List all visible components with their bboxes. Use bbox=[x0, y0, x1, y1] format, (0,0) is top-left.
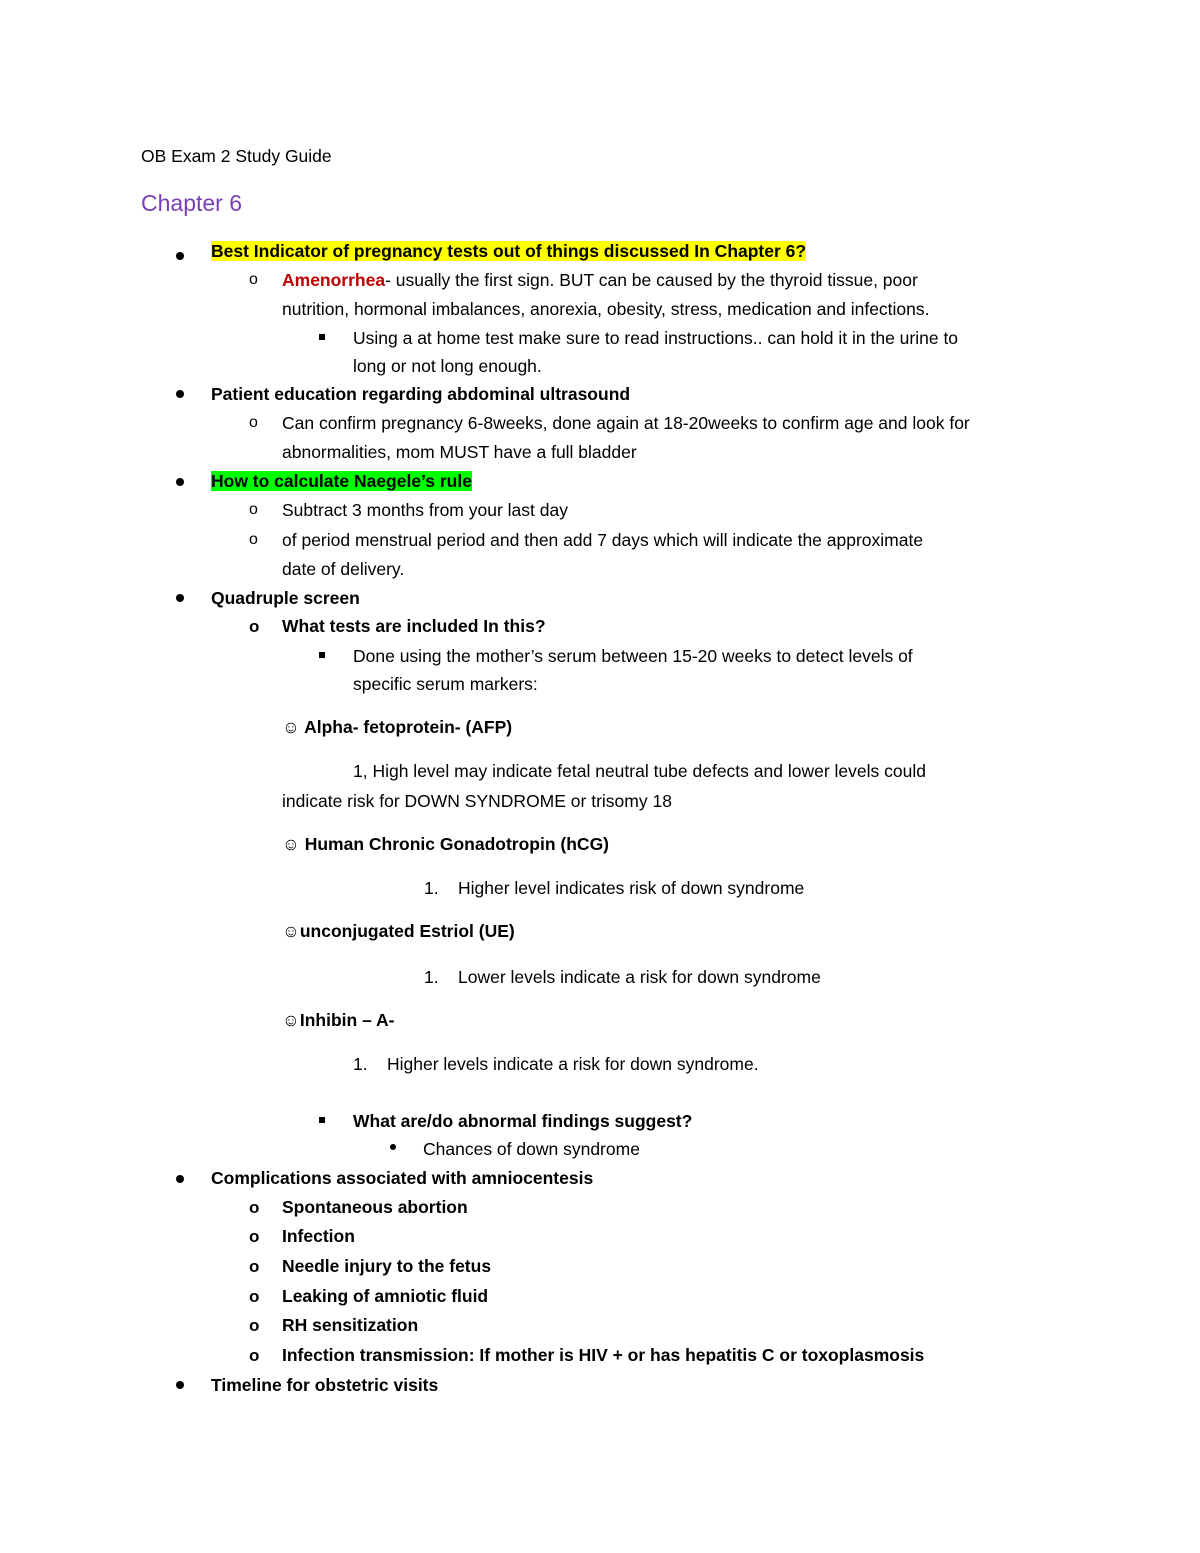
sub-question: What tests are included In this? bbox=[282, 616, 546, 636]
question-heading: Quadruple screen bbox=[211, 588, 360, 608]
bullet-square-icon bbox=[319, 334, 325, 340]
marker-ue-text: Lower levels indicate a risk for down syndrome bbox=[458, 967, 821, 987]
naegele-step: Subtract 3 months from your last day bbox=[282, 500, 568, 520]
amenorrhea-text: - usually the first sign. BUT can be caused by the thyroid tissue, poor bbox=[385, 270, 918, 290]
bullet-disc-icon bbox=[176, 594, 184, 602]
complication-item: Leaking of amniotic fluid bbox=[282, 1286, 489, 1306]
bullet-square-icon bbox=[319, 652, 325, 658]
bullet-circle-icon: o bbox=[249, 271, 258, 288]
complication-item: Infection transmission: If mother is HIV + or has hepatitis C or toxoplasmosis bbox=[282, 1345, 925, 1365]
naegele-step: of period menstrual period and then add 7 days which will indicate the approximate bbox=[282, 530, 924, 550]
marker-ue-title: ☺unconjugated Estriol (UE) bbox=[282, 921, 515, 941]
bullet-disc-icon bbox=[176, 1175, 184, 1183]
bullet-circle-icon: o bbox=[249, 501, 258, 518]
chapter-heading: Chapter 6 bbox=[141, 190, 243, 216]
bullet-disc-icon bbox=[390, 1144, 396, 1150]
amenorrhea-term: Amenorrhea bbox=[282, 270, 386, 290]
abnormal-findings-answer: Chances of down syndrome bbox=[423, 1139, 640, 1159]
amenorrhea-continued: nutrition, hormonal imbalances, anorexia, obesity, stress, medication and infections. bbox=[282, 299, 930, 319]
bullet-circle-icon: o bbox=[249, 531, 258, 548]
marker-inhibin-title: ☺Inhibin – A- bbox=[282, 1010, 395, 1030]
question-heading bbox=[211, 470, 472, 492]
marker-afp-text-continued: indicate risk for DOWN SYNDROME or trisomy 18 bbox=[282, 791, 672, 811]
bullet-square-icon bbox=[319, 1117, 325, 1123]
question-heading: Patient education regarding abdominal ultrasound bbox=[211, 384, 631, 404]
home-test-tip: Using a at home test make sure to read instructions.. can hold it in the urine to bbox=[353, 328, 959, 348]
bullet-circle-icon: o bbox=[249, 1287, 260, 1306]
bullet-circle-icon: o bbox=[249, 617, 260, 636]
ultrasound-text-continued: abnormalities, mom MUST have a full bladder bbox=[282, 442, 637, 462]
highlighted-text: How to calculate Naegele’s rule bbox=[211, 471, 472, 491]
bullet-circle-icon: o bbox=[249, 1316, 260, 1335]
bullet-circle-icon: o bbox=[249, 414, 258, 431]
complication-item: Needle injury to the fetus bbox=[282, 1256, 492, 1276]
marker-hcg-text: Higher level indicates risk of down syndrome bbox=[458, 878, 805, 898]
marker-hcg-title: ☺ Human Chronic Gonadotropin (hCG) bbox=[282, 834, 610, 854]
bullet-circle-icon: o bbox=[249, 1346, 260, 1365]
abnormal-findings-question: What are/do abnormal findings suggest? bbox=[353, 1111, 693, 1131]
quad-screen-desc-continued: specific serum markers: bbox=[353, 674, 538, 694]
amenorrhea-line bbox=[282, 269, 918, 291]
quad-screen-desc: Done using the mother’s serum between 15-20 weeks to detect levels of bbox=[353, 646, 913, 666]
complication-item: Spontaneous abortion bbox=[282, 1197, 468, 1217]
list-number: 1. bbox=[424, 878, 439, 898]
question-heading: Complications associated with amniocentesis bbox=[211, 1168, 594, 1188]
question-heading: Timeline for obstetric visits bbox=[211, 1375, 439, 1395]
bullet-disc-icon bbox=[176, 390, 184, 398]
bullet-circle-icon: o bbox=[249, 1198, 260, 1217]
marker-afp-text: 1, High level may indicate fetal neutral tube defects and lower levels could bbox=[353, 761, 926, 781]
document-title: OB Exam 2 Study Guide bbox=[141, 146, 332, 166]
naegele-step-continued: date of delivery. bbox=[282, 559, 405, 579]
marker-inhibin-text: Higher levels indicate a risk for down syndrome. bbox=[387, 1054, 759, 1074]
marker-afp-title: ☺ Alpha- fetoprotein- (AFP) bbox=[282, 717, 513, 737]
list-number: 1. bbox=[424, 967, 439, 987]
highlighted-text: Best Indicator of pregnancy tests out of things discussed In Chapter 6? bbox=[211, 241, 807, 261]
question-heading bbox=[211, 240, 806, 262]
bullet-circle-icon: o bbox=[249, 1257, 260, 1276]
complication-item: Infection bbox=[282, 1226, 355, 1246]
home-test-tip-continued: long or not long enough. bbox=[353, 356, 542, 376]
bullet-disc-icon bbox=[176, 478, 184, 486]
list-number: 1. bbox=[353, 1054, 368, 1074]
bullet-circle-icon: o bbox=[249, 1227, 260, 1246]
ultrasound-text: Can confirm pregnancy 6-8weeks, done again at 18-20weeks to confirm age and look for bbox=[282, 413, 970, 433]
complication-item: RH sensitization bbox=[282, 1315, 419, 1335]
bullet-disc-icon bbox=[176, 252, 184, 260]
bullet-disc-icon bbox=[176, 1381, 184, 1389]
